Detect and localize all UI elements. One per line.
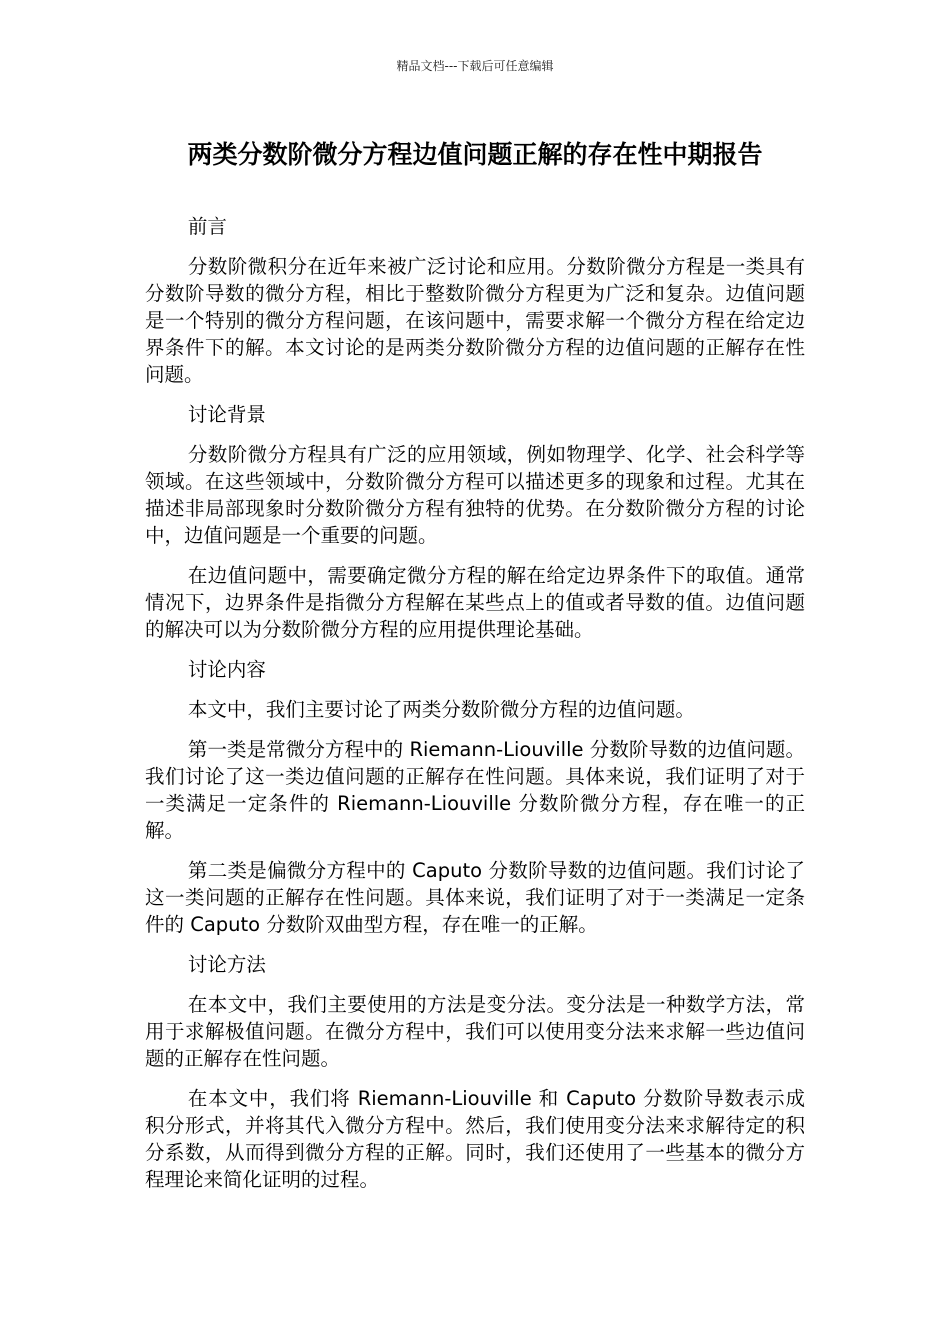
document-title: 两类分数阶微分方程边值问题正解的存在性中期报告 (187, 140, 763, 169)
paragraph: 在本文中，我们将 Riemann-Liouville 和 Caputo 分数阶导数表示成积分形式，并将其代入微分方程中。然后，我们使用变分法来求解待定的积分系数，从而得到微分方程的正解。同时，我们还使用了一些基本的微分方程理论来简化证明的过程。 (145, 1087, 805, 1191)
section-heading-background: 讨论背景 (187, 403, 266, 426)
section-heading-preface: 前言 (187, 215, 227, 238)
section-heading-content: 讨论内容 (187, 658, 266, 681)
paragraph: 在本文中，我们主要使用的方法是变分法。变分法是一种数学方法，常用于求解极值问题。在微分方程中，我们可以使用变分法来求解一些边值问题的正解存在性问题。 (145, 993, 805, 1070)
header-note: 精品文档---下载后可任意编辑 (396, 59, 554, 73)
paragraph: 第一类是常微分方程中的 Riemann-Liouville 分数阶导数的边值问题。我们讨论了这一类边值问题的正解存在性问题。具体来说，我们证明了对于一类满足一定条件的 Riemann-Liouville 分数阶微分方程，存在唯一的正解。 (145, 738, 805, 842)
paragraph: 第二类是偏微分方程中的 Caputo 分数阶导数的边值问题。我们讨论了这一类问题的正解存在性问题。具体来说，我们证明了对于一类满足一定条件的 Caputo 分数阶双曲型方程，存在唯一的正解。 (145, 859, 805, 936)
paragraph: 分数阶微积分在近年来被广泛讨论和应用。分数阶微分方程是一类具有分数阶导数的微分方程，相比于整数阶微分方程更为广泛和复杂。边值问题是一个特别的微分方程问题，在该问题中，需要求解一个微分方程在给定边界条件下的解。本文讨论的是两类分数阶微分方程的边值问题的正解存在性问题。 (145, 255, 805, 386)
paragraph: 在边值问题中，需要确定微分方程的解在给定边界条件下的取值。通常情况下，边界条件是指微分方程解在某些点上的值或者导数的值。边值问题的解决可以为分数阶微分方程的应用提供理论基础。 (145, 564, 805, 641)
document-body (145, 213, 805, 1206)
paragraph: 本文中，我们主要讨论了两类分数阶微分方程的边值问题。 (187, 698, 695, 721)
section-heading-method: 讨论方法 (187, 953, 266, 976)
paragraph: 分数阶微分方程具有广泛的应用领域，例如物理学、化学、社会科学等领域。在这些领域中，分数阶微分方程可以描述更多的现象和过程。尤其在描述非局部现象时分数阶微分方程有独特的优势。在分数阶微分方程的讨论中，边值问题是一个重要的问题。 (145, 443, 805, 547)
